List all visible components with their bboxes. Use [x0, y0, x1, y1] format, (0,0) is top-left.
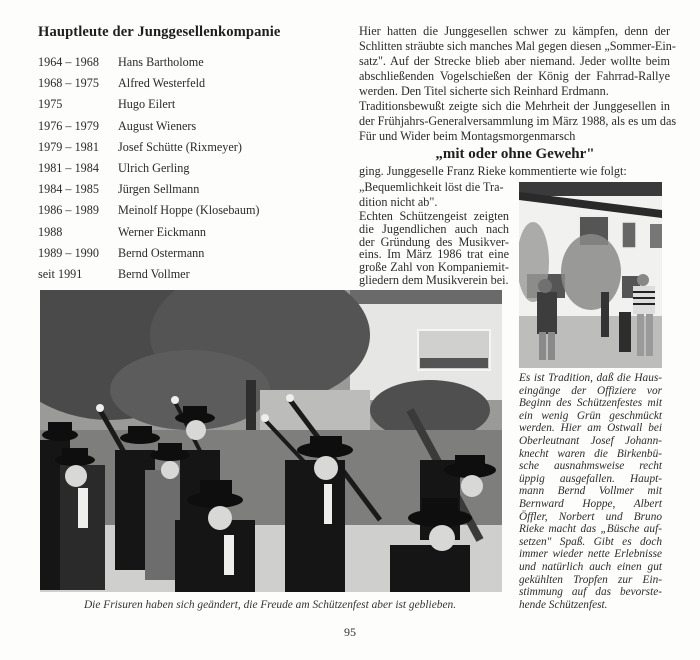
- caption-line: Öffler, Norbert und Bruno: [519, 510, 662, 523]
- captain-row: [38, 264, 338, 285]
- text-line: Echten Schützengeist zeigten: [359, 209, 509, 223]
- captain-name: Alfred Westerfeld: [118, 76, 206, 91]
- text-line: Für und Wider beim Montagsmorgenmarsch: [359, 129, 576, 143]
- caption-line: Es ist Tradition, daß die Haus-: [519, 372, 662, 384]
- captain-years: 1984 – 1985: [38, 182, 99, 197]
- caption-line: setzen" Spaß. Gibt es doch: [519, 535, 662, 548]
- caption-line: immer wieder nette Erlebnisse: [519, 548, 662, 561]
- caption-line: werden. Hier am Ostwall bei: [519, 422, 662, 435]
- text-line: Schlitten sträubte sich manches Mal gegen diesen „Sommer-Ein-: [359, 39, 676, 53]
- text-line: satz". Auf der Strecke blieb aber niemand. Jeder wollte beim: [359, 54, 670, 68]
- text-line: „Bequemlichkeit löst die Tra-: [359, 180, 504, 194]
- captain-name: Meinolf Hoppe (Klosebaum): [118, 203, 260, 218]
- paragraph-comment: [359, 164, 670, 179]
- paragraph-tradition: [359, 99, 677, 144]
- caption-line: stimmung auf das bevorste-: [519, 586, 662, 599]
- captain-years: seit 1991: [38, 266, 83, 281]
- captain-name: Jürgen Sellmann: [118, 182, 200, 197]
- photo-parade-image: [40, 290, 502, 592]
- caption-line: und natürlich auch einen gut: [519, 560, 662, 573]
- captain-row: [38, 243, 338, 264]
- captain-years: 1988: [38, 224, 63, 239]
- captain-years: 1975: [38, 97, 63, 112]
- photo-house-entrance: [519, 182, 662, 368]
- caption-line: Oberleutnant Josef Johann-: [519, 434, 662, 447]
- caption-line: Beginn des Schützenfestes mit: [519, 397, 662, 410]
- captain-years: 1981 – 1984: [38, 160, 99, 175]
- captain-row: [38, 52, 338, 73]
- caption-line: Bernward Hoppe, Albert: [519, 497, 662, 510]
- captain-years: 1968 – 1975: [38, 76, 99, 91]
- text-line: abschließenden Vogelschießen der König der Fahrrad-Rallye: [359, 69, 670, 83]
- caption-line: ein wenig Grün geschmückt: [519, 409, 662, 422]
- captain-row: [38, 222, 338, 243]
- captain-row: [38, 158, 338, 179]
- paragraph-bike-rally: [359, 24, 676, 99]
- text-line: eins. Im März 1986 trat eine: [359, 247, 509, 262]
- captain-years: 1986 – 1989: [38, 203, 99, 218]
- captain-years: 1964 – 1968: [38, 55, 99, 69]
- captain-name: Hugo Eilert: [118, 97, 176, 112]
- captains-list: [38, 52, 338, 285]
- captain-name: August Wieners: [118, 118, 197, 133]
- captain-name: Ulrich Gerling: [118, 160, 190, 175]
- caption-line: sche ausnahmsweise recht: [519, 460, 662, 473]
- captain-name: Josef Schütte (Rixmeyer): [118, 139, 242, 154]
- captain-years: 1976 – 1979: [38, 118, 99, 133]
- paragraph-music-club: [359, 210, 509, 287]
- captain-years: 1979 – 1981: [38, 139, 99, 154]
- text-line: ging. Junggeselle Franz Rieke kommentierte wie folgt:: [359, 164, 627, 178]
- caption-line: knecht waren die Birkenbü-: [519, 447, 662, 460]
- caption-line: Rieke macht das „Büsche auf-: [519, 523, 662, 536]
- captain-row: [38, 116, 338, 137]
- text-line: der Frühjahrs-Generalversammlung im März 1988, als es um das: [359, 114, 677, 128]
- captain-row: [38, 73, 338, 94]
- photo-parade: [40, 290, 502, 592]
- captain-row: [38, 200, 338, 221]
- captain-years: 1989 – 1990: [38, 245, 99, 260]
- caption-line: hende Schützenfest.: [519, 598, 608, 611]
- captain-row: [38, 94, 338, 115]
- text-line: große Zahl von Kompaniemit-: [359, 260, 509, 275]
- page-number: 95: [344, 625, 356, 639]
- captain-name: Werner Eickmann: [118, 224, 207, 239]
- text-line: dition nicht ab".: [359, 195, 438, 209]
- main-photo-caption: Die Frisuren haben sich geändert, die Freude am Schützenfest aber ist geblieben.: [83, 599, 457, 611]
- side-photo-caption: [519, 372, 662, 611]
- caption-line: mann Bernd Vollmer mit: [519, 485, 662, 498]
- quote-comfort: [359, 180, 509, 210]
- captain-row: [38, 179, 338, 200]
- caption-line: gekühlten Tropfen zur Ein-: [519, 573, 662, 586]
- text-line: werden. Den Titel sicherte sich Reinhard Erdmann.: [359, 84, 609, 98]
- captains-heading: Hauptleute der Junggesellenkompanie: [38, 24, 281, 40]
- caption-line: üppig ausgefallen. Haupt-: [519, 472, 662, 485]
- captain-name: Hans Bartholome: [118, 55, 204, 69]
- text-line: Traditionsbewußt zeigte sich die Mehrheit der Junggesellen in: [359, 99, 670, 113]
- text-line: gliedern dem Musikverein bei.: [359, 272, 509, 287]
- subheading-with-or-without-rifle: „mit oder ohne Gewehr": [435, 146, 595, 162]
- photo-house-entrance-image: [519, 182, 662, 368]
- captain-name: Bernd Ostermann: [118, 245, 205, 260]
- text-line: Hier hatten die Junggesellen schwer zu kämpfen, denn der: [359, 24, 670, 38]
- captain-name: Bernd Vollmer: [118, 266, 190, 281]
- text-line: die Jugendlichen auch nach: [359, 221, 509, 236]
- text-line: der Gründung des Musikver-: [359, 234, 509, 249]
- caption-line: eingänge der Offiziere vor: [519, 384, 662, 397]
- captain-row: [38, 137, 338, 158]
